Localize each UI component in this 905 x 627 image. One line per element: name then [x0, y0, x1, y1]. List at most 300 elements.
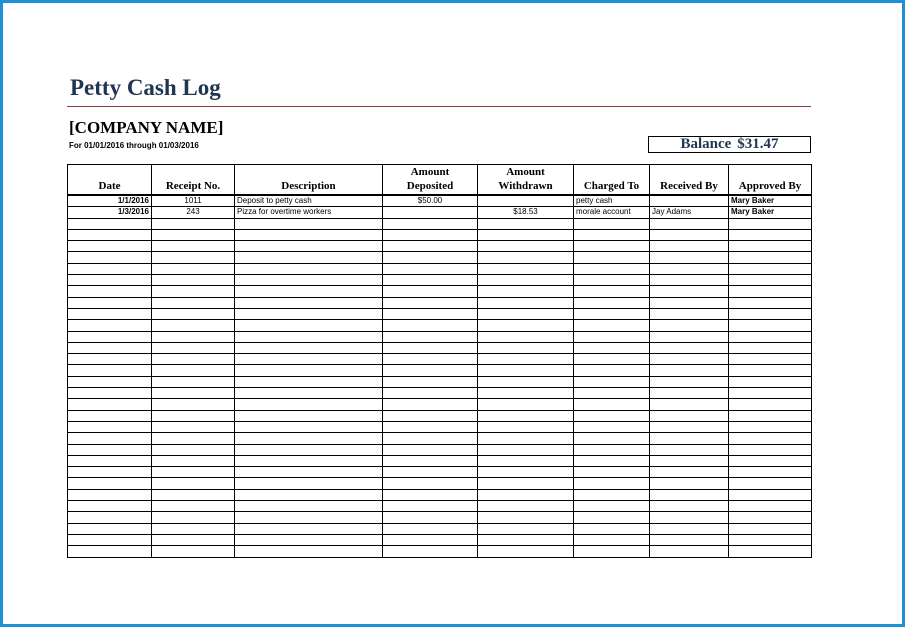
cell-receipt[interactable] [152, 399, 235, 410]
cell-deposited[interactable] [383, 342, 478, 353]
cell-charged[interactable] [574, 501, 650, 512]
cell-deposited[interactable] [383, 444, 478, 455]
cell-description[interactable] [235, 263, 383, 274]
col-header-withdrawn-line2: Withdrawn [498, 180, 553, 192]
cell-date[interactable] [68, 263, 152, 274]
cell-deposited[interactable] [383, 455, 478, 466]
cell-deposited[interactable] [383, 501, 478, 512]
cell-approved[interactable] [729, 354, 812, 365]
cell-date[interactable] [68, 501, 152, 512]
empty-row [68, 421, 812, 432]
cell-date[interactable] [68, 241, 152, 252]
cell-charged[interactable] [574, 546, 650, 557]
cell-approved[interactable] [729, 421, 812, 432]
cell-approved[interactable] [729, 523, 812, 534]
cell-approved[interactable] [729, 252, 812, 263]
cell-charged[interactable] [574, 229, 650, 240]
cell-deposited[interactable] [383, 320, 478, 331]
empty-row [68, 252, 812, 263]
empty-row [68, 365, 812, 376]
cell-withdrawn[interactable] [478, 399, 574, 410]
cell-received[interactable] [650, 534, 729, 545]
cell-date[interactable] [68, 388, 152, 399]
cell-received[interactable] [650, 523, 729, 534]
cell-receipt[interactable] [152, 546, 235, 557]
cell-receipt[interactable] [152, 421, 235, 432]
col-header-charged: Charged To [574, 165, 650, 196]
col-header-withdrawn-line1: Amount [506, 166, 545, 178]
cell-date[interactable] [68, 275, 152, 286]
cell-deposited[interactable] [383, 546, 478, 557]
cell-date[interactable] [68, 297, 152, 308]
cell-withdrawn[interactable] [478, 512, 574, 523]
cell-withdrawn[interactable] [478, 342, 574, 353]
cell-received[interactable] [650, 421, 729, 432]
petty-cash-table [67, 164, 812, 558]
cell-withdrawn[interactable] [478, 421, 574, 432]
cell-description[interactable] [235, 286, 383, 297]
cell-description[interactable] [235, 252, 383, 263]
cell-received[interactable] [650, 241, 729, 252]
cell-date[interactable] [68, 489, 152, 500]
cell-receipt[interactable] [152, 320, 235, 331]
cell-withdrawn[interactable] [478, 297, 574, 308]
col-header-received: Received By [650, 165, 729, 196]
cell-description[interactable] [235, 229, 383, 240]
cell-description[interactable] [235, 241, 383, 252]
cell-deposited[interactable] [383, 354, 478, 365]
cell-receipt[interactable] [152, 297, 235, 308]
cell-received[interactable] [650, 218, 729, 229]
cell-received[interactable] [650, 478, 729, 489]
cell-received[interactable] [650, 297, 729, 308]
cell-approved[interactable] [729, 478, 812, 489]
company-name[interactable]: [COMPANY NAME] [69, 118, 224, 137]
cell-date[interactable] [68, 421, 152, 432]
cell-approved[interactable] [729, 263, 812, 274]
cell-deposited[interactable] [383, 523, 478, 534]
cell-charged[interactable] [574, 534, 650, 545]
cell-received[interactable] [650, 467, 729, 478]
cell-date[interactable] [68, 342, 152, 353]
cell-description[interactable] [235, 218, 383, 229]
cell-date[interactable] [68, 218, 152, 229]
date-range: For 01/01/2016 through 01/03/2016 [69, 141, 199, 150]
cell-charged[interactable] [574, 218, 650, 229]
cell-deposited[interactable]: $50.00 [383, 195, 478, 207]
empty-row [68, 297, 812, 308]
cell-withdrawn[interactable] [478, 444, 574, 455]
empty-row [68, 410, 812, 421]
header-row [68, 165, 812, 196]
cell-withdrawn[interactable] [478, 546, 574, 557]
cell-withdrawn[interactable] [478, 467, 574, 478]
cell-withdrawn[interactable] [478, 410, 574, 421]
cell-date[interactable] [68, 546, 152, 557]
cell-received[interactable] [650, 195, 729, 207]
cell-description[interactable] [235, 388, 383, 399]
cell-approved[interactable] [729, 501, 812, 512]
cell-approved[interactable] [729, 489, 812, 500]
cell-date[interactable]: 1/3/2016 [68, 207, 152, 218]
cell-description[interactable] [235, 342, 383, 353]
cell-receipt[interactable] [152, 376, 235, 387]
cell-approved[interactable] [729, 376, 812, 387]
cell-receipt[interactable] [152, 489, 235, 500]
cell-received[interactable] [650, 489, 729, 500]
cell-received[interactable] [650, 444, 729, 455]
cell-withdrawn[interactable] [478, 376, 574, 387]
cell-withdrawn[interactable]: $18.53 [478, 207, 574, 218]
cell-charged[interactable] [574, 308, 650, 319]
col-header-date: Date [68, 165, 152, 196]
cell-deposited[interactable] [383, 534, 478, 545]
empty-row [68, 501, 812, 512]
cell-charged[interactable] [574, 388, 650, 399]
cell-approved[interactable] [729, 342, 812, 353]
cell-received[interactable] [650, 376, 729, 387]
cell-description[interactable] [235, 399, 383, 410]
cell-charged[interactable] [574, 399, 650, 410]
cell-deposited[interactable] [383, 229, 478, 240]
cell-withdrawn[interactable] [478, 241, 574, 252]
cell-approved[interactable] [729, 512, 812, 523]
cell-description[interactable] [235, 308, 383, 319]
cell-deposited[interactable] [383, 489, 478, 500]
cell-receipt[interactable] [152, 263, 235, 274]
cell-charged[interactable] [574, 489, 650, 500]
cell-deposited[interactable] [383, 218, 478, 229]
cell-charged[interactable] [574, 342, 650, 353]
cell-date[interactable] [68, 534, 152, 545]
cell-charged[interactable] [574, 286, 650, 297]
cell-receipt[interactable] [152, 365, 235, 376]
balance-box [648, 136, 811, 153]
empty-row [68, 433, 812, 444]
cell-receipt[interactable] [152, 286, 235, 297]
cell-charged[interactable] [574, 354, 650, 365]
cell-description[interactable] [235, 523, 383, 534]
cell-deposited[interactable] [383, 388, 478, 399]
cell-deposited[interactable] [383, 421, 478, 432]
cell-approved[interactable] [729, 297, 812, 308]
cell-received[interactable] [650, 229, 729, 240]
cell-received[interactable] [650, 354, 729, 365]
cell-approved[interactable] [729, 218, 812, 229]
cell-date[interactable] [68, 444, 152, 455]
cell-withdrawn[interactable] [478, 229, 574, 240]
cell-deposited[interactable] [383, 331, 478, 342]
cell-charged[interactable] [574, 365, 650, 376]
cell-withdrawn[interactable] [478, 275, 574, 286]
cell-receipt[interactable] [152, 512, 235, 523]
cell-receipt[interactable] [152, 478, 235, 489]
cell-deposited[interactable] [383, 365, 478, 376]
cell-date[interactable] [68, 399, 152, 410]
empty-row [68, 376, 812, 387]
cell-date[interactable] [68, 478, 152, 489]
cell-date[interactable] [68, 354, 152, 365]
cell-deposited[interactable] [383, 478, 478, 489]
cell-charged[interactable] [574, 252, 650, 263]
cell-received[interactable] [650, 455, 729, 466]
cell-approved[interactable] [729, 388, 812, 399]
cell-deposited[interactable] [383, 275, 478, 286]
col-header-receipt: Receipt No. [152, 165, 235, 196]
balance-value: $31.47 [737, 136, 779, 152]
cell-charged[interactable] [574, 275, 650, 286]
empty-row [68, 478, 812, 489]
cell-received[interactable]: Jay Adams [650, 207, 729, 218]
cell-charged[interactable] [574, 455, 650, 466]
empty-row [68, 286, 812, 297]
cell-approved[interactable] [729, 399, 812, 410]
cell-receipt[interactable] [152, 275, 235, 286]
cell-receipt[interactable] [152, 388, 235, 399]
cell-charged[interactable] [574, 478, 650, 489]
cell-description[interactable]: Deposit to petty cash [235, 195, 383, 207]
cell-receipt[interactable] [152, 444, 235, 455]
empty-row [68, 241, 812, 252]
cell-date[interactable] [68, 365, 152, 376]
cell-charged[interactable] [574, 297, 650, 308]
cell-description[interactable] [235, 444, 383, 455]
cell-description[interactable] [235, 546, 383, 557]
cell-date[interactable] [68, 320, 152, 331]
cell-date[interactable] [68, 229, 152, 240]
cell-received[interactable] [650, 501, 729, 512]
cell-approved[interactable] [729, 433, 812, 444]
cell-approved[interactable] [729, 229, 812, 240]
cell-description[interactable] [235, 489, 383, 500]
cell-description[interactable] [235, 275, 383, 286]
cell-receipt[interactable] [152, 433, 235, 444]
cell-receipt[interactable] [152, 342, 235, 353]
cell-approved[interactable] [729, 241, 812, 252]
cell-description[interactable] [235, 467, 383, 478]
empty-row [68, 489, 812, 500]
cell-description[interactable] [235, 501, 383, 512]
cell-description[interactable] [235, 534, 383, 545]
cell-approved[interactable]: Mary Baker [729, 207, 812, 218]
cell-receipt[interactable] [152, 534, 235, 545]
cell-date[interactable] [68, 286, 152, 297]
cell-deposited[interactable] [383, 410, 478, 421]
empty-row [68, 388, 812, 399]
cell-description[interactable] [235, 478, 383, 489]
empty-row [68, 320, 812, 331]
cell-received[interactable] [650, 286, 729, 297]
cell-receipt[interactable] [152, 229, 235, 240]
cell-charged[interactable] [574, 421, 650, 432]
cell-received[interactable] [650, 512, 729, 523]
cell-description[interactable]: Pizza for overtime workers [235, 207, 383, 218]
cell-approved[interactable] [729, 534, 812, 545]
cell-received[interactable] [650, 263, 729, 274]
empty-row [68, 455, 812, 466]
cell-charged[interactable] [574, 523, 650, 534]
cell-receipt[interactable] [152, 252, 235, 263]
cell-received[interactable] [650, 275, 729, 286]
cell-deposited[interactable] [383, 263, 478, 274]
empty-row [68, 467, 812, 478]
cell-received[interactable] [650, 308, 729, 319]
cell-deposited[interactable] [383, 308, 478, 319]
cell-deposited[interactable] [383, 241, 478, 252]
cell-date[interactable] [68, 376, 152, 387]
cell-received[interactable] [650, 546, 729, 557]
cell-approved[interactable] [729, 286, 812, 297]
cell-withdrawn[interactable] [478, 263, 574, 274]
cell-received[interactable] [650, 388, 729, 399]
cell-approved[interactable] [729, 365, 812, 376]
cell-description[interactable] [235, 512, 383, 523]
cell-approved[interactable]: Mary Baker [729, 195, 812, 207]
cell-charged[interactable]: petty cash [574, 195, 650, 207]
cell-withdrawn[interactable] [478, 308, 574, 319]
cell-approved[interactable] [729, 444, 812, 455]
cell-date[interactable]: 1/1/2016 [68, 195, 152, 207]
cell-withdrawn[interactable] [478, 501, 574, 512]
cell-approved[interactable] [729, 308, 812, 319]
cell-description[interactable] [235, 376, 383, 387]
cell-withdrawn[interactable] [478, 218, 574, 229]
cell-receipt[interactable] [152, 331, 235, 342]
cell-received[interactable] [650, 252, 729, 263]
cell-approved[interactable] [729, 275, 812, 286]
cell-charged[interactable] [574, 241, 650, 252]
cell-description[interactable] [235, 421, 383, 432]
empty-row [68, 218, 812, 229]
cell-withdrawn[interactable] [478, 286, 574, 297]
cell-description[interactable] [235, 320, 383, 331]
cell-withdrawn[interactable] [478, 354, 574, 365]
cell-description[interactable] [235, 331, 383, 342]
cell-date[interactable] [68, 410, 152, 421]
cell-charged[interactable] [574, 433, 650, 444]
cell-received[interactable] [650, 410, 729, 421]
cell-withdrawn[interactable] [478, 523, 574, 534]
empty-row [68, 534, 812, 545]
cell-approved[interactable] [729, 455, 812, 466]
empty-row [68, 399, 812, 410]
cell-receipt[interactable]: 243 [152, 207, 235, 218]
empty-row [68, 523, 812, 534]
cell-receipt[interactable] [152, 455, 235, 466]
col-header-deposited-line2: Deposited [406, 180, 454, 192]
cell-date[interactable] [68, 433, 152, 444]
cell-deposited[interactable] [383, 467, 478, 478]
cell-approved[interactable] [729, 546, 812, 557]
cell-received[interactable] [650, 320, 729, 331]
cell-withdrawn[interactable] [478, 534, 574, 545]
cell-deposited[interactable] [383, 207, 478, 218]
cell-receipt[interactable] [152, 501, 235, 512]
cell-charged[interactable] [574, 331, 650, 342]
cell-deposited[interactable] [383, 286, 478, 297]
cell-description[interactable] [235, 354, 383, 365]
cell-charged[interactable] [574, 512, 650, 523]
cell-date[interactable] [68, 331, 152, 342]
cell-withdrawn[interactable] [478, 388, 574, 399]
cell-deposited[interactable] [383, 252, 478, 263]
empty-row [68, 331, 812, 342]
empty-row [68, 342, 812, 353]
cell-charged[interactable] [574, 467, 650, 478]
empty-row [68, 275, 812, 286]
cell-charged[interactable] [574, 320, 650, 331]
table-row [68, 195, 812, 207]
cell-charged[interactable] [574, 263, 650, 274]
cell-withdrawn[interactable] [478, 320, 574, 331]
cell-charged[interactable] [574, 376, 650, 387]
cell-date[interactable] [68, 308, 152, 319]
cell-receipt[interactable] [152, 523, 235, 534]
cell-description[interactable] [235, 433, 383, 444]
cell-approved[interactable] [729, 320, 812, 331]
cell-description[interactable] [235, 297, 383, 308]
cell-withdrawn[interactable] [478, 489, 574, 500]
col-header-deposited-line1: Amount [410, 166, 450, 178]
empty-row [68, 444, 812, 455]
cell-received[interactable] [650, 399, 729, 410]
cell-withdrawn[interactable] [478, 331, 574, 342]
cell-deposited[interactable] [383, 433, 478, 444]
cell-received[interactable] [650, 365, 729, 376]
cell-approved[interactable] [729, 331, 812, 342]
cell-received[interactable] [650, 342, 729, 353]
cell-receipt[interactable] [152, 241, 235, 252]
cell-withdrawn[interactable] [478, 195, 574, 207]
cell-received[interactable] [650, 433, 729, 444]
cell-receipt[interactable] [152, 218, 235, 229]
cell-description[interactable] [235, 365, 383, 376]
empty-row [68, 546, 812, 557]
cell-received[interactable] [650, 331, 729, 342]
cell-approved[interactable] [729, 410, 812, 421]
cell-approved[interactable] [729, 467, 812, 478]
empty-row [68, 308, 812, 319]
cell-withdrawn[interactable] [478, 455, 574, 466]
cell-date[interactable] [68, 467, 152, 478]
col-header-description: Description [235, 165, 383, 196]
cell-deposited[interactable] [383, 399, 478, 410]
cell-description[interactable] [235, 455, 383, 466]
cell-receipt[interactable]: 1011 [152, 195, 235, 207]
cell-deposited[interactable] [383, 376, 478, 387]
cell-withdrawn[interactable] [478, 365, 574, 376]
col-header-withdrawn [478, 165, 574, 196]
cell-description[interactable] [235, 410, 383, 421]
cell-withdrawn[interactable] [478, 433, 574, 444]
cell-deposited[interactable] [383, 297, 478, 308]
cell-receipt[interactable] [152, 410, 235, 421]
cell-date[interactable] [68, 252, 152, 263]
cell-date[interactable] [68, 523, 152, 534]
cell-withdrawn[interactable] [478, 252, 574, 263]
cell-receipt[interactable] [152, 467, 235, 478]
cell-deposited[interactable] [383, 512, 478, 523]
cell-receipt[interactable] [152, 354, 235, 365]
empty-row [68, 512, 812, 523]
cell-charged[interactable]: morale account [574, 207, 650, 218]
cell-withdrawn[interactable] [478, 478, 574, 489]
cell-charged[interactable] [574, 444, 650, 455]
cell-date[interactable] [68, 512, 152, 523]
cell-charged[interactable] [574, 410, 650, 421]
cell-date[interactable] [68, 455, 152, 466]
cell-receipt[interactable] [152, 308, 235, 319]
